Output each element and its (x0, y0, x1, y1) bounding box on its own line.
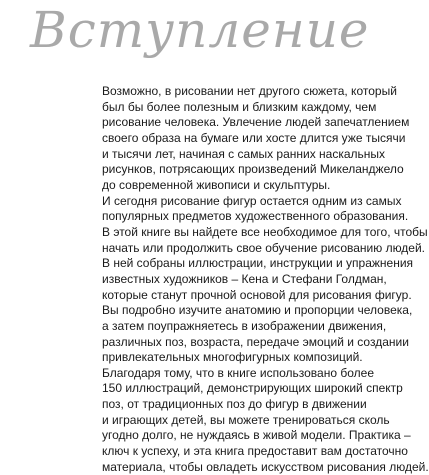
text-line: В ней собраны иллюстрации, инструкции и упражнения (102, 256, 414, 271)
text-line: популярных предметов художественного образования. (102, 209, 409, 224)
text-line: материала, чтобы овладеть искусством рисования людей. (102, 459, 429, 474)
text-line: рисование человека. Увлечение людей запечатлением (102, 115, 410, 130)
text-line: начать или продолжить свое обучение рисованию людей. (102, 240, 426, 255)
body-text (102, 84, 429, 475)
text-line: Возможно, в рисовании нет другого сюжета, который (102, 84, 397, 98)
text-line: Вы подробно изучите анатомию и пропорции человека, (102, 303, 413, 318)
text-line: своего образа на бумаге или хосте длится уже тысячи (102, 130, 406, 145)
chapter-title: Вступление (30, 1, 370, 59)
text-line: поз, от традиционных поз до фигур в движении (102, 397, 367, 412)
text-line: различных поз, возраста, передаче эмоций и создании (102, 334, 409, 349)
text-line: был бы более полезным и близким каждому, чем (102, 99, 377, 114)
text-line: которые станут прочной основой для рисования фигур. (102, 287, 412, 302)
text-line: и тысячи лет, начиная с самых ранних наскальных (102, 146, 386, 161)
text-line: В этой книге вы найдете все необходимое для того, чтобы (102, 224, 428, 239)
text-line: привлекательных многофигурных композиций. (102, 350, 363, 365)
text-line: и играющих детей, вы можете тренироваться сколь (102, 412, 390, 427)
text-line: И сегодня рисование фигур остается одним из самых (102, 193, 402, 208)
text-line: ключ к успеху, и эта книга предоставит вам достаточно (102, 444, 408, 459)
text-line: угодно долго, не нуждаясь в живой модели. Практика – (102, 428, 411, 443)
text-line: а затем поупражняетесь в изображении движения, (102, 318, 387, 333)
text-line: до современной живописи и скульптуры. (102, 177, 331, 192)
text-line: 150 иллюстраций, демонстрирующих широкий спектр (102, 381, 403, 396)
text-line: известных художников – Кена и Стефани Голдман, (102, 271, 387, 286)
text-line: рисунков, потрясающих произведений Микеланджело (102, 162, 404, 177)
text-line: Благодаря тому, что в книге использовано более (102, 365, 374, 380)
